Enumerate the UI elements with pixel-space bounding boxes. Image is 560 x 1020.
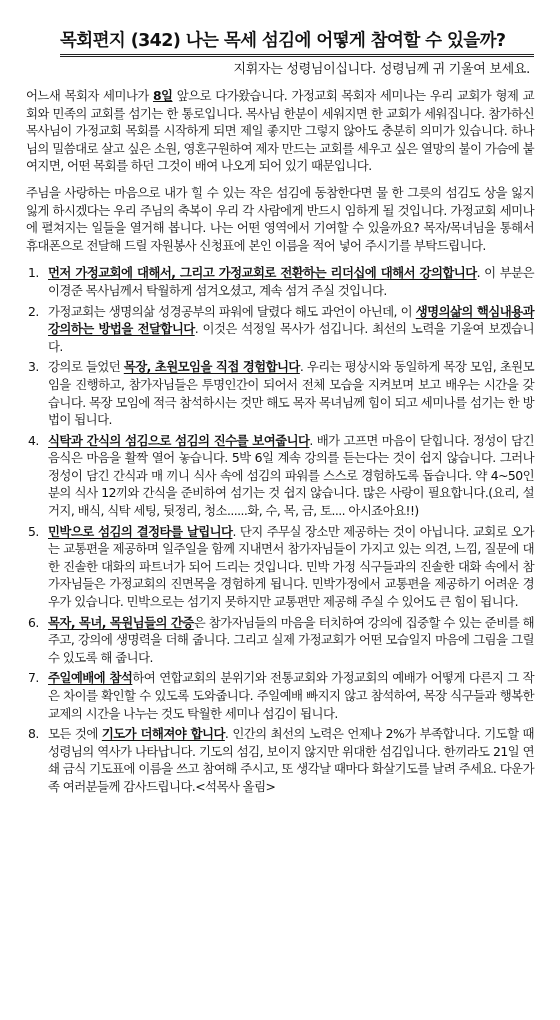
list-item-testimony: 6. 목자, 목녀, 목원님들의 간증은 참가자님들의 마음을 터치하여 강의에 집중할 수 있는 준비를 해 주고, 강의에 생명력을 더해 줍니다. 그리고 실제 가정교회가 어떤 모습일지 마음에 그림을 그릴 수 있도록 해 줍니다. xyxy=(28,614,535,665)
item-highlight: 먼저 가정교회에 대해서, 그리고 가정교회로 전환하는 리더십에 대해서 강의합니다 xyxy=(48,265,477,281)
item-highlight: 주일예배에 참석 xyxy=(48,670,133,686)
list-item-cell-meeting: 3. 강의로 들었던 목장, 초원모임을 직접 경험합니다. 우리는 평상시와 동일하게 목장 모임, 초원모임을 진행하고, 참가자님들은 투명인간이 되어서 전체 모습을 지켜보며 보고 배우는 시간을 갖습니다. 목장 모임에 적극 참석하시는 것만 해도 목자 목녀님께 힘이 되고 세미나를 섬기는 한 방법이 됩니다. xyxy=(28,359,534,428)
item-highlight: 식탁과 간식의 섬김으로 섬김의 진수를 보여줍니다 xyxy=(48,432,310,448)
item-highlight: 생명의삶의 핵심내용과 강의하는 방법을 전달합니다 xyxy=(48,303,534,337)
list-item-sunday-service: 7. 주일예배에 참석하여 연합교회의 분위기와 전통교회와 가정교회의 예배가 어떻게 다른지 그 작은 차이를 확인할 수 있도록 도와줍니다. 주일예배 빠지지 않고 참석하여, 목장 식구들과 행복한 교제의 시간을 나누는 것도 탁월한 세미나 섬김이 됩니다. xyxy=(28,670,534,721)
title-underline xyxy=(60,54,534,57)
intro-paragraph-1: 어느새 목회자 세미나가 8일 앞으로 다가왔습니다. 가정교회 목회자 세미나는 우리 교회가 형제 교회와 민족의 교회를 섬기는 한 통로입니다. 목사님 한분이 세워지면 한 교회가 세워집니다. 참가하신 목사님이 가정교회 목회를 시작하게 되면 제일 좋지만 그렇지 않아도 충분히 의미가 있습니다. 하나님의 밀씀대로 살고 싶은 소원, 영혼구원하여 제자 만드는 교회를 세우고 싶은 열망의 불이 가슴에 붙여지면, 어떤 목회를 하던 그것이 배여 나오게 되어 있기 때문입니다. xyxy=(26,88,534,174)
list-item-lecture: 1. 먼저 가정교회에 대해서, 그리고 가정교회로 전환하는 리더십에 대해서 강의합니다. 이 부분은 이경준 목사님께서 탁월하게 섬겨오셨고, 계속 섬겨 주실 것입니다. xyxy=(28,265,534,298)
letter-title: 목회편지 (342) 나는 목세 섬김에 어떻게 참여할 수 있을까? xyxy=(60,31,506,51)
letter-subtitle: 지휘자는 성령님이십니다. 성령님께 귀 기울여 보세요. xyxy=(233,62,530,77)
ministry-list xyxy=(26,264,534,795)
item-highlight: 민박으로 섬김의 결정타를 날립니다 xyxy=(48,523,233,539)
item-highlight: 기도가 더해져야 합니다 xyxy=(101,726,225,742)
item-highlight: 목장, 초원모임을 직접 경험합니다 xyxy=(123,359,300,375)
list-item-life-study: 2. 가정교회는 생명의삶 성경공부의 파워에 달렸다 해도 과언이 아닌데, 이 생명의삶의 핵심내용과 강의하는 방법을 전달합니다. 이것은 석정일 목사가 섬깁니다. 최선의 노력을 기울여 보겠습니다. xyxy=(28,303,535,354)
seminar-countdown: 8일 xyxy=(152,88,173,103)
item-highlight: 목자, 목녀, 목원님들의 간증 xyxy=(48,614,194,630)
letter-body xyxy=(26,87,534,796)
list-item-meals: 4. 식탁과 간식의 섬김으로 섬김의 진수를 보여줍니다. 배가 고프면 마음이 닫힙니다. 정성이 담긴 음식은 마음을 활짝 열어 놓습니다. 5박 6일 계속 강의를 듣는다는 것이 쉽지 않습니다. 그러나 정성이 담긴 간식과 매 끼니 식사 속에 섬김의 파워를 스스로 경험하도록 돕습니다. 약 4~50인분의 식사 12끼와 간식을 준비하여 섬기는 것 쉽지 않습니다. 많은 사랑이 필요합니다.(요리, 설거지, 배식, 식탁 세팅, 뒷정리, 청소......화, 수, 목, 금, 토.... 아시죠아요!!) xyxy=(28,432,535,519)
intro-paragraph-2: 주님을 사랑하는 마음으로 내가 힐 수 있는 작은 섬김에 동참한다면 물 한 그릇의 섬김도 상을 잃지 잃게 하시겠다는 우리 주님의 축복이 우리 각 사람에게 반드시 임하게 될 것입니다. 가정교회 세미나에 펼쳐지는 일들을 열거해 봅니다. 나는 어떤 영역에서 기여할 수 있을까요? 목자/목녀님을 통해서 휴대폰으로 전달해 드릴 자원봉사 신청표에 본인 이름을 적어 넣어 주시기를 부탁드립니다. xyxy=(26,184,534,253)
list-item-prayer: 8. 모든 것에 기도가 더해져야 합니다. 인간의 최선의 노력은 언제나 2%가 부족합니다. 기도할 때 성령님의 역사가 나타납니다. 기도의 섬김, 보이지 않지만 위대한 섬김입니다. 한끼라도 21일 연쇄 금식 기도표에 이름을 쓰고 참여해 주시고, 또 생각날 때마다 화살기도를 날려 주세요. 다운가족 여러분들께 감사드립니다.<석목사 올림> xyxy=(28,726,534,794)
list-item-homestay: 5. 민박으로 섬김의 결정타를 날립니다. 단지 주무실 장소만 제공하는 것이 아닙니다. 교회로 오가는 교통편을 제공하며 일주일을 함께 지내면서 참가자님들이 가지고 있는 의견, 느낌, 질문에 대한 진솔한 대화의 파트너가 되어 드리는 것입니다. 민박 가정 식구들과의 진솔한 대화 속에서 참가자님들은 가정교회의 진면목을 경험하게 됩니다. 민박가정에서 교통편을 제공하기 어려운 경우가 있습니다. 민박으로는 섬기지 못하지만 교통편만 제공해 주실 수 있어도 큰 힘이 됩니다. xyxy=(28,523,534,610)
